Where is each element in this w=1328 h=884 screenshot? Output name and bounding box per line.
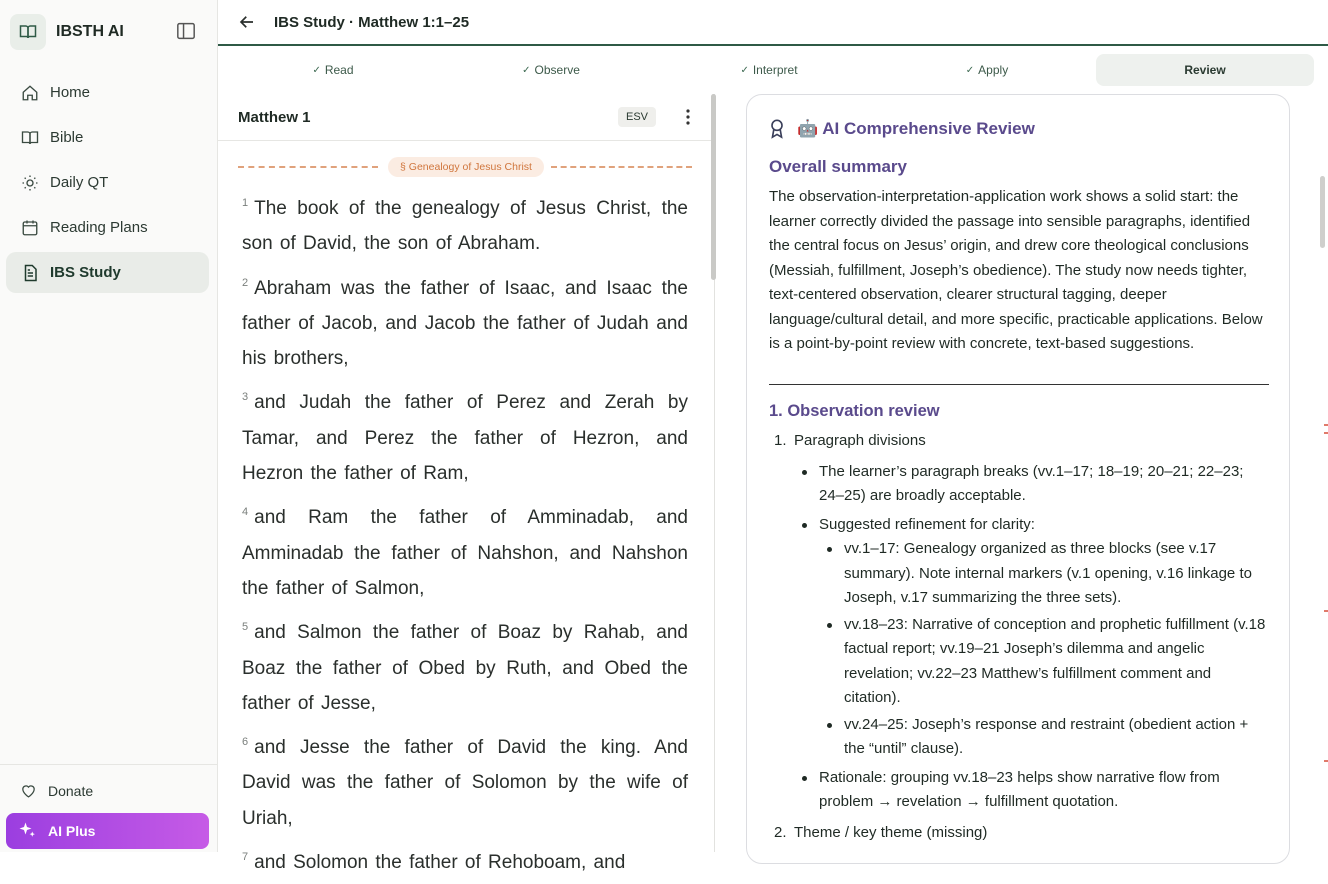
- sidebar-item-label: Bible: [50, 129, 84, 146]
- sidebar-item-home[interactable]: [6, 72, 209, 113]
- verse: [238, 266, 688, 377]
- award-icon: [769, 119, 787, 139]
- page-header: [218, 0, 1328, 46]
- tab-label: Interpret: [752, 63, 798, 77]
- bible-scrollbar[interactable]: [711, 94, 716, 280]
- review-card: [746, 94, 1290, 864]
- section-heading: § Genealogy of Jesus Christ: [388, 157, 544, 177]
- home-icon: [20, 83, 40, 103]
- verse-list: [238, 186, 688, 884]
- bullet-text: vv.24–25: Joseph’s response and restraint (obedient action + the “until” clause).: [844, 715, 1249, 757]
- edge-marker: [1324, 424, 1328, 426]
- section-divider: [238, 157, 692, 177]
- sub-bullet-item: [819, 537, 1269, 611]
- sparkle-icon: [18, 821, 38, 841]
- verse-text: and Judah the father of Perez and Zerah by Tamar, and Perez the father of Hezron, and Hezron the father of Ram,: [242, 392, 688, 485]
- overall-summary-text: The observation-interpretation-application work shows a solid start: the learner correctly divided the passage into sensible paragraphs, identified the central focus on Jesus’ origin, and drew core theological conclusions (Messiah, fulfillment, Joseph’s obedience). The study now needs tighter, text-centered observation, clearer structural tagging, deeper language/cultural detail, and more specific, practicable applications. Below is a point-by-point review with concrete, text-based suggestions.: [769, 188, 1263, 352]
- verse-text: and Jesse the father of David the king. And David was the father of Solomon by the wife of Uriah,: [242, 737, 688, 829]
- bullet-text: Suggested refinement for clarity:: [819, 515, 1035, 533]
- book-icon: [20, 128, 40, 148]
- sidebar: [0, 0, 218, 852]
- verse-number: 5: [242, 621, 249, 634]
- tab-apply[interactable]: [878, 54, 1096, 86]
- verse: [238, 186, 688, 262]
- sidebar-item-label: Reading Plans: [50, 219, 148, 236]
- bullet-text: vv.18–23: Narrative of conception and prophetic fulfillment (v.18 factual report; vv.19–21 Joseph’s dilemma and angelic revelation; vv.22–23 Matthew’s fulfillment comment and citation).: [844, 615, 1266, 706]
- app-name: IBSTH AI: [56, 23, 124, 40]
- bullet-icon: [827, 723, 832, 728]
- check-icon: ✓: [740, 64, 749, 76]
- list-item: [769, 821, 1269, 846]
- sidebar-item-daily-qt[interactable]: [6, 162, 209, 203]
- bullet-text: The learner’s paragraph breaks (vv.1–17; 18–19; 20–21; 22–23; 24–25) are broadly acceptable.: [819, 462, 1244, 504]
- bible-header: [218, 94, 714, 141]
- version-badge[interactable]: ESV: [618, 107, 656, 127]
- bullet-icon: [802, 523, 807, 528]
- more-options-icon[interactable]: [678, 106, 698, 128]
- verse-number: 2: [242, 276, 249, 289]
- verse-text: and Solomon the father of Rehoboam, and: [254, 852, 626, 874]
- ai-plus-label: AI Plus: [48, 823, 96, 839]
- sidebar-item-bible[interactable]: [6, 117, 209, 158]
- check-icon: ✓: [965, 64, 975, 76]
- verse-text: The book of the genealogy of Jesus Christ, the son of David, the son of Abraham.: [242, 198, 688, 255]
- edge-marker: [1324, 760, 1328, 762]
- observation-review-heading: 1. Observation review: [769, 402, 940, 420]
- bullet-item: [794, 513, 1269, 762]
- book-logo-icon: [10, 14, 46, 50]
- sidebar-item-label: Daily QT: [50, 174, 109, 191]
- list-item-label: Paragraph divisions: [794, 432, 926, 449]
- sidebar-item-label: IBS Study: [50, 264, 121, 281]
- bullet-item: [794, 460, 1269, 509]
- tab-label: Review: [1184, 63, 1226, 77]
- bullet-text: Rationale: grouping vv.18–23 helps show narrative flow from problem → revelation → fulfillment quotation.: [819, 768, 1220, 810]
- bullet-icon: [802, 776, 807, 781]
- bullet-text: vv.1–17: Genealogy organized as three blocks (see v.17 summary). Note internal markers (v.1 opening, v.16 linkage to Joseph, v.17 summarizing the three sets).: [844, 540, 1252, 606]
- bible-pane: [218, 94, 715, 874]
- verse-text: Abraham was the father of Isaac, and Isaac the father of Jacob, and Jacob the father of Judah and his brothers,: [242, 277, 688, 370]
- verse: [238, 725, 688, 836]
- calendar-icon: [20, 218, 40, 238]
- check-icon: ✓: [312, 64, 321, 76]
- overall-summary-heading: Overall summary: [769, 157, 907, 176]
- verse: [238, 610, 688, 721]
- verse-text: and Ram the father of Amminadab, and Amminadab the father of Nahshon, and Nahshon the father of Salmon,: [242, 507, 688, 599]
- sidebar-item-reading-plans[interactable]: [6, 207, 209, 248]
- verse-number: 7: [242, 851, 249, 864]
- tab-read[interactable]: [224, 54, 442, 86]
- tab-label: Apply: [978, 63, 1009, 77]
- back-arrow-icon[interactable]: [238, 13, 258, 33]
- tab-interpret[interactable]: [660, 54, 878, 86]
- review-title-text: 🤖 AI Comprehensive Review: [797, 119, 1035, 138]
- verse-number: 4: [242, 506, 249, 519]
- dashed-line: [238, 166, 378, 168]
- dashed-line: [551, 166, 692, 168]
- sun-icon: [20, 173, 40, 193]
- verse: [238, 840, 688, 880]
- list-item-label: Theme / key theme (missing): [794, 823, 988, 841]
- check-icon: ✓: [522, 64, 531, 76]
- sidebar-item-label: Home: [50, 84, 91, 101]
- list-number: 2.: [774, 823, 787, 841]
- divider: [769, 384, 1269, 385]
- review-title: [769, 119, 1035, 139]
- heart-icon: [20, 782, 38, 800]
- page-scrollbar[interactable]: [1320, 176, 1325, 248]
- chapter-title: Matthew 1: [238, 109, 311, 126]
- verse-text: and Salmon the father of Boaz by Rahab, and Boaz the father of Obed by Ruth, and Obed the father of Jesse,: [242, 622, 688, 714]
- tab-review[interactable]: [1096, 54, 1314, 86]
- bullet-icon: [827, 623, 832, 628]
- verse-number: 6: [242, 736, 249, 749]
- ai-plus-button[interactable]: [6, 813, 209, 849]
- verse-number: 3: [242, 391, 249, 404]
- sidebar-footer: [0, 764, 218, 839]
- page-title: IBS Study · Matthew 1:1–25: [274, 14, 470, 31]
- bullet-icon: [802, 470, 807, 475]
- donate-link[interactable]: [20, 782, 93, 800]
- study-tabs: [218, 48, 1328, 94]
- sub-bullet-item: [819, 713, 1269, 762]
- edge-marker: [1324, 610, 1328, 612]
- verse-number: 1: [242, 197, 249, 209]
- list-item: [769, 429, 1269, 815]
- edge-marker: [1324, 432, 1328, 434]
- sub-bullet-item: [819, 613, 1269, 711]
- list-number: 1.: [774, 432, 787, 449]
- sidebar-toggle-icon[interactable]: [176, 22, 198, 42]
- verse: [238, 495, 688, 606]
- sidebar-nav: [6, 72, 209, 297]
- sidebar-item-ibs-study[interactable]: [6, 252, 209, 293]
- document-icon: [20, 263, 40, 283]
- bullet-icon: [827, 547, 832, 552]
- tab-label: Read: [324, 63, 354, 77]
- bullet-item: [794, 766, 1269, 815]
- verse: [238, 380, 688, 491]
- tab-observe[interactable]: [442, 54, 660, 86]
- donate-label: Donate: [48, 783, 94, 799]
- observation-list: [769, 429, 1269, 845]
- tab-label: Observe: [534, 63, 580, 77]
